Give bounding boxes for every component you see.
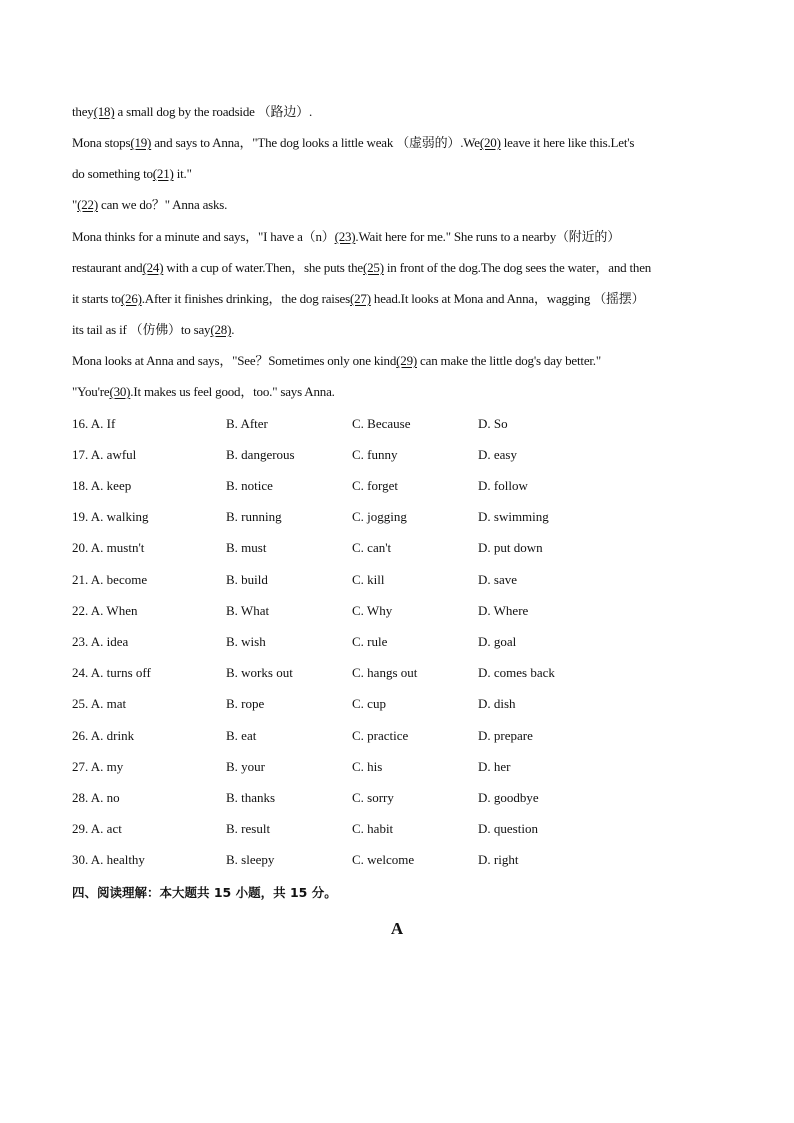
- option-d: D. comes back: [478, 665, 555, 680]
- passage-line: [72, 165, 732, 183]
- option-b: B. must: [226, 540, 267, 555]
- question-row: [72, 758, 712, 776]
- passage-text: .After it finishes drinking，the dog raises: [141, 291, 350, 306]
- option-c: C. practice: [352, 728, 409, 743]
- option-b: B. build: [226, 572, 268, 587]
- option-a: 17. A. awful: [72, 447, 137, 462]
- passage-text: Mona stops: [72, 135, 131, 150]
- option-c: C. forget: [352, 478, 398, 493]
- passage-text: .: [231, 322, 235, 337]
- option-c: C. kill: [352, 572, 385, 587]
- option-d: D. swimming: [478, 509, 549, 524]
- passage-text: it starts to: [72, 291, 121, 306]
- option-a: 30. A. healthy: [72, 852, 145, 867]
- passage-text: "You're: [72, 384, 110, 399]
- passage-line: [72, 228, 732, 246]
- blank-number: (22): [77, 197, 98, 212]
- option-b: B. running: [226, 509, 282, 524]
- option-b: B. your: [226, 759, 265, 774]
- section-heading: 四、阅读理解：本大题共 15 小题，共 15 分。: [72, 885, 337, 900]
- option-a: 19. A. walking: [72, 509, 149, 524]
- option-d: D. goodbye: [478, 790, 539, 805]
- question-row: [72, 415, 712, 433]
- part-label: A: [390, 919, 404, 938]
- option-a: 26. A. drink: [72, 728, 135, 743]
- blank-number: (20): [479, 135, 501, 150]
- blank-number: (29): [396, 353, 417, 368]
- passage-line: [72, 321, 732, 339]
- passage-line: [72, 290, 732, 308]
- option-a: 28. A. no: [72, 790, 120, 805]
- option-d: D. put down: [478, 540, 543, 555]
- option-c: C. welcome: [352, 852, 415, 867]
- question-row: [72, 789, 712, 807]
- question-row: [72, 820, 712, 838]
- blank-number: (26): [120, 291, 142, 306]
- option-a: 20. A. mustn't: [72, 540, 145, 555]
- passage-text: .It makes us feel good，too." says Anna.: [130, 384, 335, 399]
- passage-text: .Wait here for me." She runs to a nearby（附近的）: [355, 229, 620, 244]
- option-b: B. What: [226, 603, 270, 618]
- question-row: [72, 446, 712, 464]
- option-c: C. can't: [352, 540, 392, 555]
- option-b: B. dangerous: [226, 447, 295, 462]
- option-c: C. rule: [352, 634, 388, 649]
- question-row: [72, 633, 712, 651]
- blank-number: (19): [130, 135, 152, 150]
- option-c: C. jogging: [352, 509, 407, 524]
- question-row: [72, 664, 712, 682]
- passage-text: do something to: [72, 166, 153, 181]
- passage-text: head.It looks at Mona and Anna，wagging （摇摆）: [370, 291, 645, 306]
- option-d: D. easy: [478, 447, 517, 462]
- passage-text: a small dog by the roadside （路边）.: [114, 104, 313, 119]
- option-d: D. So: [478, 416, 508, 431]
- option-c: C. Because: [352, 416, 411, 431]
- option-d: D. right: [478, 852, 519, 867]
- blank-number: (24): [142, 260, 164, 275]
- option-b: B. sleepy: [226, 852, 275, 867]
- passage-text: Mona thinks for a minute and says，"I have a（n）: [72, 229, 335, 244]
- passage-text: with a cup of water.Then，she puts the: [163, 260, 363, 275]
- option-b: B. result: [226, 821, 271, 836]
- option-c: C. habit: [352, 821, 394, 836]
- passage-line: [72, 103, 732, 121]
- passage-line: [72, 352, 732, 370]
- passage-text: and says to Anna，"The dog looks a little weak （虚弱的）.We: [151, 135, 480, 150]
- option-d: D. dish: [478, 696, 516, 711]
- option-b: B. works out: [226, 665, 293, 680]
- passage-text: they: [72, 104, 94, 119]
- passage-text: leave it here like this.Let's: [500, 135, 635, 150]
- blank-number: (30): [109, 384, 131, 399]
- blank-number: (18): [93, 104, 115, 119]
- question-row: [72, 571, 712, 589]
- passage-text: Mona looks at Anna and says，"See？Sometimes only one kind: [72, 353, 397, 368]
- passage-text: in front of the dog.The dog sees the water，and then: [383, 260, 652, 275]
- passage-text: can we do？" Anna asks.: [97, 197, 228, 212]
- question-row: [72, 602, 712, 620]
- option-a: 21. A. become: [72, 572, 148, 587]
- option-d: D. save: [478, 572, 517, 587]
- question-row: [72, 727, 712, 745]
- option-a: 22. A. When: [72, 603, 138, 618]
- option-a: 25. A. mat: [72, 696, 127, 711]
- passage-text: ": [72, 197, 78, 212]
- question-row: [72, 508, 712, 526]
- passage-line: [72, 196, 732, 214]
- question-row: [72, 477, 712, 495]
- blank-number: (21): [152, 166, 174, 181]
- option-d: D. follow: [478, 478, 528, 493]
- blank-number: (25): [362, 260, 384, 275]
- option-c: C. cup: [352, 696, 386, 711]
- blank-number: (27): [349, 291, 371, 306]
- passage-line: [72, 134, 732, 152]
- option-a: 16. A. If: [72, 416, 116, 431]
- blank-number: (23): [334, 229, 356, 244]
- passage-text: can make the little dog's day better.": [417, 353, 601, 368]
- option-b: B. eat: [226, 728, 257, 743]
- option-d: D. goal: [478, 634, 517, 649]
- option-d: D. question: [478, 821, 538, 836]
- blank-number: (28): [210, 322, 232, 337]
- option-b: B. thanks: [226, 790, 276, 805]
- option-b: B. After: [226, 416, 268, 431]
- passage-text: restaurant and: [72, 260, 143, 275]
- passage-line: [72, 383, 732, 401]
- option-a: 24. A. turns off: [72, 665, 151, 680]
- option-c: C. sorry: [352, 790, 394, 805]
- option-c: C. hangs out: [352, 665, 418, 680]
- question-row: [72, 695, 712, 713]
- option-b: B. wish: [226, 634, 266, 649]
- passage-text: it.": [173, 166, 192, 181]
- option-b: B. notice: [226, 478, 273, 493]
- question-row: [72, 851, 712, 869]
- passage-line: [72, 259, 732, 277]
- option-d: D. prepare: [478, 728, 533, 743]
- question-row: [72, 539, 712, 557]
- option-a: 23. A. idea: [72, 634, 129, 649]
- option-c: C. his: [352, 759, 383, 774]
- option-c: C. funny: [352, 447, 398, 462]
- passage-text: its tail as if （仿佛）to say: [72, 322, 211, 337]
- option-d: D. her: [478, 759, 511, 774]
- option-d: D. Where: [478, 603, 529, 618]
- option-a: 18. A. keep: [72, 478, 132, 493]
- option-b: B. rope: [226, 696, 265, 711]
- option-c: C. Why: [352, 603, 393, 618]
- option-a: 29. A. act: [72, 821, 122, 836]
- option-a: 27. A. my: [72, 759, 124, 774]
